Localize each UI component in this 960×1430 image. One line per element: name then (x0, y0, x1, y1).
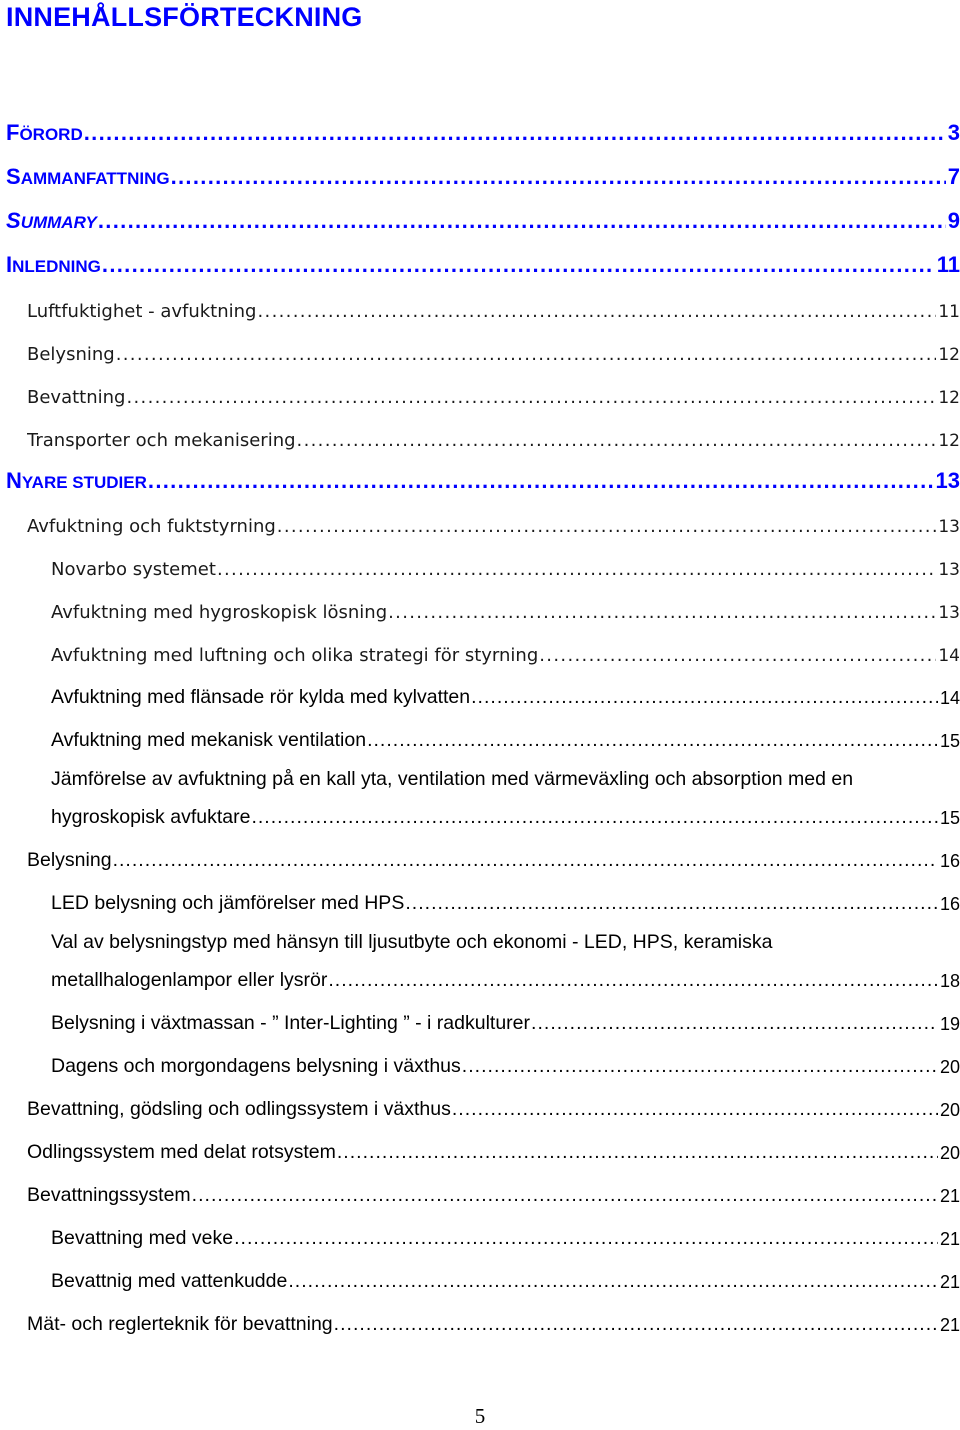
toc-entry-label: Belysning (27, 344, 115, 365)
toc-entry-belysning[interactable] (27, 335, 960, 365)
toc-page-number: 12 (938, 431, 960, 451)
toc-entry-jamforelse[interactable] (51, 799, 960, 829)
toc-entry-val[interactable] (51, 962, 960, 992)
toc-page-number: 16 (939, 894, 960, 914)
dot-leader (297, 430, 937, 451)
toc-entry-bevattning[interactable] (27, 378, 960, 408)
toc-page-number: 12 (938, 345, 960, 365)
toc-page-number: 13 (938, 560, 960, 580)
toc-entry-label: Bevattningssystem (27, 1184, 191, 1206)
toc-title: INNEHÅLLSFÖRTECKNING (6, 2, 363, 32)
toc-entry-label: SUMMARY (6, 208, 97, 233)
dot-leader (471, 686, 938, 709)
toc-entry-summary[interactable] (6, 204, 960, 234)
toc-entry-transporter[interactable] (27, 421, 960, 451)
toc-entry-novarbo[interactable] (51, 550, 960, 580)
dot-leader (234, 1227, 938, 1250)
dot-leader (171, 164, 946, 190)
toc-entry-label: Bevattnig med vattenkudde (51, 1270, 288, 1292)
toc-entry-label: Mät- och reglerteknik för bevattning (27, 1313, 333, 1335)
dot-leader (217, 559, 936, 580)
toc-page-number: 21 (939, 1315, 960, 1335)
toc-entry-label: metallhalogenlampor eller lysrör (51, 969, 328, 991)
dot-leader (539, 645, 936, 666)
toc-entry-odlingssystem[interactable] (27, 1134, 960, 1164)
toc-entry-avfuktning-fuktstyrning[interactable] (27, 507, 960, 537)
toc-entry-label: SAMMANFATTNING (6, 164, 170, 189)
toc-entry-veke[interactable] (51, 1220, 960, 1250)
toc-entry-vattenkudde[interactable] (51, 1263, 960, 1293)
toc-entry-label: Bevattning (27, 387, 126, 408)
toc-page-number: 16 (939, 851, 960, 871)
toc-entry-label: LED belysning och jämförelser med HPS (51, 892, 405, 914)
dot-leader (84, 120, 946, 146)
dot-leader (102, 252, 935, 278)
dot-leader (192, 1184, 938, 1207)
dot-leader (126, 387, 936, 408)
toc-entry-label: Avfuktning med luftning och olika strategi för styrning (51, 645, 539, 666)
toc-entry-sammanfattning[interactable] (6, 160, 960, 190)
toc-page-number: 20 (939, 1100, 960, 1120)
toc-page-number: 7 (947, 164, 960, 189)
toc-entry-nyare-studier[interactable] (6, 464, 960, 494)
toc-page-number: 21 (939, 1272, 960, 1292)
dot-leader (452, 1098, 938, 1121)
toc-page-number: 19 (939, 1014, 960, 1034)
toc-entry-label: Bevattning med veke (51, 1227, 234, 1249)
toc-entry-bevattningssystem[interactable] (27, 1177, 960, 1207)
toc-entry-label: Belysning i växtmassan - ” Inter-Lighting ” - i radkulturer (51, 1012, 531, 1034)
dot-leader (251, 806, 938, 829)
toc-page-number: 21 (939, 1229, 960, 1249)
dot-leader (405, 892, 938, 915)
dot-leader (337, 1141, 938, 1164)
toc-page-number: 12 (938, 388, 960, 408)
toc-entry-mat-reglerteknik[interactable] (27, 1306, 960, 1336)
toc-page-number: 11 (938, 302, 960, 322)
toc-entry-label: Novarbo systemet (51, 559, 216, 580)
toc-entry-label: Belysning (27, 849, 112, 871)
toc-entry-label: Luftfuktighet - avfuktning (27, 301, 257, 322)
toc-entry-jamforelse-line1[interactable]: Jämförelse av avfuktning på en kall yta, ventilation med värmeväxling och absorption med en (51, 768, 854, 790)
dot-leader (334, 1313, 938, 1336)
toc-page-number: 13 (938, 517, 960, 537)
toc-entry-label: Avfuktning med mekanisk ventilation (51, 729, 367, 751)
toc-entry-label: INLEDNING (6, 252, 101, 277)
toc-page-number: 3 (947, 120, 960, 145)
dot-leader (388, 602, 936, 623)
toc-entry-led[interactable] (51, 885, 960, 915)
toc-entry-godsling[interactable] (27, 1091, 960, 1121)
dot-leader (277, 516, 937, 537)
toc-page-number: 11 (936, 252, 960, 277)
toc-page-number: 20 (939, 1143, 960, 1163)
toc-entry-label: Dagens och morgondagens belysning i växthus (51, 1055, 461, 1077)
dot-leader (116, 344, 937, 365)
toc-entry-label: Avfuktning med flänsade rör kylda med kylvatten (51, 686, 471, 708)
dot-leader (462, 1055, 938, 1078)
toc-entry-label: hygroskopisk avfuktare (51, 806, 251, 828)
dot-leader (328, 969, 938, 992)
toc-entry-label: Transporter och mekanisering (27, 430, 296, 451)
toc-entry-dagens[interactable] (51, 1048, 960, 1078)
dot-leader (531, 1012, 938, 1035)
toc-entry-val-line1[interactable]: Val av belysningstyp med hänsyn till ljusutbyte och ekonomi - LED, HPS, keramiska (51, 931, 773, 953)
toc-page-number: 9 (947, 208, 960, 233)
toc-entry-label: Bevattning, gödsling och odlingssystem i växthus (27, 1098, 451, 1120)
page-number: 5 (474, 1404, 486, 1428)
toc-entry-belysning-2[interactable] (27, 842, 960, 872)
toc-entry-label: NYARE STUDIER (6, 468, 147, 493)
toc-entry-label: Avfuktning med hygroskopisk lösning (51, 602, 388, 623)
dot-leader (113, 849, 938, 872)
toc-page-number: 21 (939, 1186, 960, 1206)
toc-entry-mekanisk[interactable] (51, 722, 960, 752)
dot-leader (98, 208, 946, 234)
toc-entry-luftfuktighet[interactable] (27, 292, 960, 322)
toc-entry-luftning[interactable] (51, 636, 960, 666)
dot-leader (288, 1270, 938, 1293)
toc-page-number: 14 (939, 688, 960, 708)
toc-page-number: 20 (939, 1057, 960, 1077)
toc-entry-label: Odlingssystem med delat rotsystem (27, 1141, 336, 1163)
toc-page-number: 15 (939, 808, 960, 828)
toc-entry-inledning[interactable] (6, 248, 960, 278)
toc-page-number: 13 (935, 468, 960, 493)
dot-leader (367, 729, 938, 752)
toc-entry-hygroskopisk[interactable] (51, 593, 960, 623)
toc-page-number: 14 (938, 646, 960, 666)
toc-entry-inter-lighting[interactable] (51, 1005, 960, 1035)
toc-page-number: 15 (939, 731, 960, 751)
toc-page-number: 18 (939, 971, 960, 991)
toc-entry-label: FÖRORD (6, 120, 83, 145)
toc-entry-flansade[interactable] (51, 679, 960, 709)
toc-entry-label: Avfuktning och fuktstyrning (27, 516, 276, 537)
toc-page-number: 13 (938, 603, 960, 623)
dot-leader (148, 468, 934, 494)
dot-leader (257, 301, 936, 322)
toc-entry-forord[interactable] (6, 116, 960, 146)
